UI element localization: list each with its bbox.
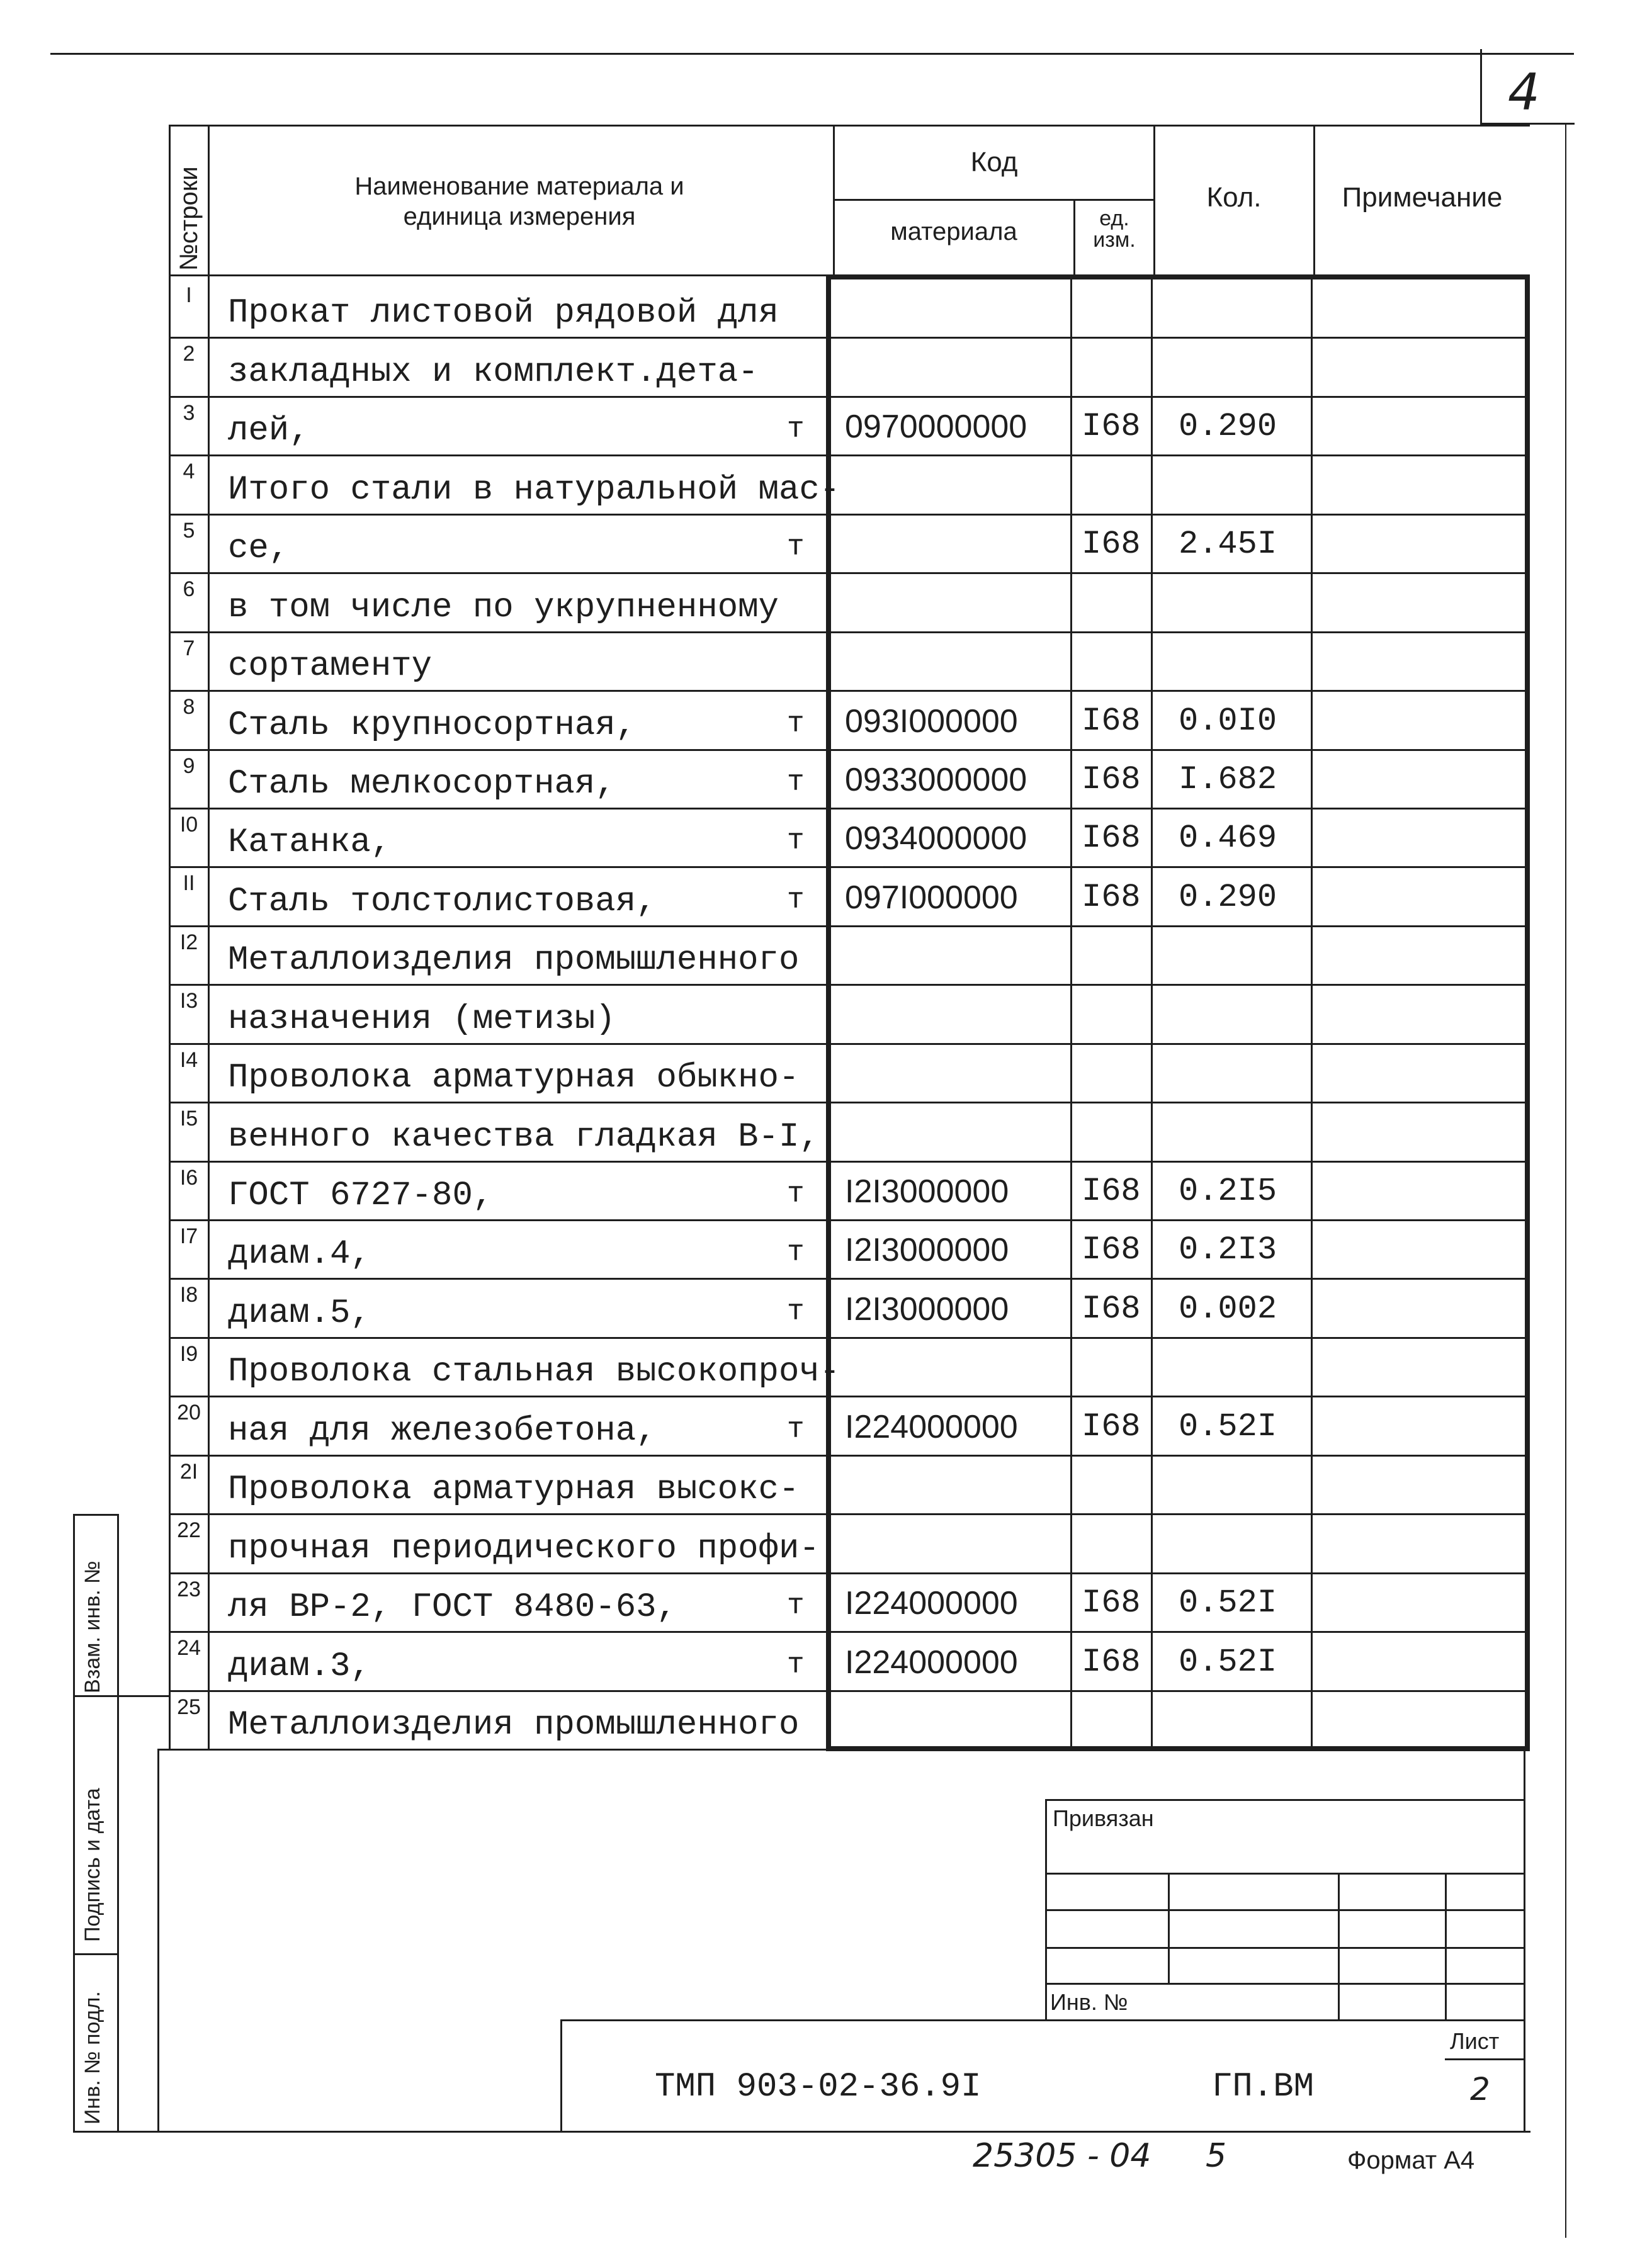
row-separator (169, 1161, 1530, 1163)
row-unit-code: I68 (1082, 1290, 1141, 1328)
row-number: 3 (183, 401, 195, 425)
stamp-sep2 (73, 1953, 118, 1955)
frame-right-lower (1524, 1749, 1525, 2133)
row-separator (169, 514, 1530, 516)
row-number: 25 (177, 1695, 201, 1719)
row-unit-code: I68 (1082, 1644, 1141, 1681)
qty-header: Кол. (1206, 182, 1262, 213)
row-name: в том числе по укрупненному (228, 589, 779, 627)
privyazan-label: Привязан (1053, 1805, 1154, 1831)
privyazan-col1 (1168, 1873, 1170, 1983)
privyazan-col3 (1445, 1873, 1447, 2021)
row-number: 2I (179, 1460, 198, 1484)
row-separator (169, 454, 1530, 456)
right-outer-line (1565, 123, 1566, 2238)
row-unit: т (787, 1178, 805, 1210)
row-number: 4 (183, 460, 195, 483)
row-number: 2 (183, 342, 195, 366)
privyazan-row3 (1045, 1947, 1525, 1949)
row-number: I8 (179, 1283, 198, 1307)
row-separator (169, 337, 1530, 339)
row-separator (169, 1572, 1530, 1574)
row-number: I0 (179, 813, 198, 837)
document-section: ГП.ВМ (1212, 2068, 1315, 2106)
row-number: I6 (179, 1166, 198, 1190)
stamp-outer-left (73, 1514, 75, 2131)
row-separator (169, 808, 1530, 810)
row-name: Катанка, (228, 823, 392, 862)
row-unit: т (787, 884, 805, 917)
privyazan-top (1045, 1799, 1525, 1801)
stamp-inner-line (117, 1514, 119, 2131)
row-number: I4 (179, 1048, 198, 1072)
row-quantity: 0.52I (1179, 1408, 1277, 1445)
row-material-code: 093I000000 (845, 703, 1018, 740)
row-separator (169, 1690, 1530, 1692)
row-unit-code: I68 (1082, 526, 1141, 563)
row-separator (169, 925, 1530, 927)
row-number: 5 (183, 519, 195, 543)
handwritten-sheet: 5 (1206, 2137, 1227, 2175)
sheet-number: 2 (1470, 2071, 1490, 2107)
row-separator (169, 1278, 1530, 1280)
row-quantity: I.682 (1179, 761, 1277, 798)
row-unit-code: I68 (1082, 408, 1141, 445)
sheet-label-line (1445, 2058, 1525, 2060)
row-separator (169, 1455, 1530, 1457)
row-number: I9 (179, 1342, 198, 1366)
document-designation: ТМП 903-02-36.9I (655, 2068, 982, 2106)
row-material-code: 0970000000 (845, 409, 1027, 445)
row-number: 24 (177, 1636, 201, 1660)
row-name: диам.3, (228, 1647, 371, 1686)
row-name: ГОСТ 6727-80, (228, 1176, 494, 1215)
row-number: I (186, 283, 192, 307)
table-bottom-line (157, 1749, 1530, 1751)
stamp-bottom (73, 2131, 1530, 2133)
row-separator (169, 572, 1530, 574)
row-quantity: 0.52I (1179, 1584, 1277, 1622)
row-number: 20 (177, 1401, 201, 1425)
qty-col-line-body (1151, 274, 1153, 1751)
row-name: Проволока стальная высокопроч- (228, 1353, 840, 1391)
note-header: Примечание (1342, 182, 1503, 213)
row-separator (169, 1102, 1530, 1103)
row-separator (169, 1043, 1530, 1045)
inv-no-label: Инв. № (1050, 1989, 1128, 2015)
row-number: 22 (177, 1518, 201, 1542)
unit-header-line2: изм. (1093, 228, 1136, 252)
row-name: венного качества гладкая В-I, (228, 1118, 820, 1156)
name-header-line1: Наименование материала и (354, 172, 684, 200)
row-quantity: 0.52I (1179, 1644, 1277, 1681)
row-unit-code: I68 (1082, 702, 1141, 740)
row-separator (169, 690, 1530, 692)
row-unit-code: I68 (1082, 820, 1141, 857)
row-quantity: 0.290 (1179, 879, 1277, 916)
row-name: Прокат листовой рядовой для (228, 294, 779, 332)
row-unit: т (787, 1649, 805, 1681)
row-separator (169, 1396, 1530, 1397)
code-header: Код (970, 147, 1018, 178)
frame-bottom-left (157, 1749, 159, 2133)
title-top-line (560, 2019, 1525, 2021)
row-number: I7 (179, 1224, 198, 1248)
stamp-inv-podl: Инв. № подл. (81, 1991, 105, 2124)
row-unit-code: I68 (1082, 761, 1141, 798)
row-number: 7 (183, 636, 195, 660)
row-name: Итого стали в натуральной мас- (228, 471, 840, 509)
row-quantity: 0.0I0 (1179, 702, 1277, 740)
stamp-top (73, 1514, 118, 1516)
row-name: Сталь крупносортная, (228, 706, 636, 745)
row-separator (169, 396, 1530, 398)
title-left-line (560, 2019, 562, 2133)
row-material-code: 0933000000 (845, 762, 1027, 798)
row-name: закладных и комплект.дета- (228, 353, 759, 392)
row-name: назначения (метизы) (228, 1000, 616, 1039)
row-material-code: I224000000 (845, 1409, 1018, 1445)
row-unit-code: I68 (1082, 1231, 1141, 1268)
row-unit: т (787, 1413, 805, 1446)
row-separator (169, 1631, 1530, 1633)
row-material-code: I224000000 (845, 1644, 1018, 1681)
row-separator (169, 984, 1530, 986)
row-unit-code: I68 (1082, 1408, 1141, 1445)
row-name: Сталь толстолистовая, (228, 883, 657, 921)
code-sub-line (833, 199, 1153, 201)
stamp-sep1 (73, 1695, 170, 1697)
corner-box-left (1480, 49, 1482, 125)
row-material-code: 097I000000 (845, 879, 1018, 916)
material-header: материала (890, 218, 1017, 245)
name-header (211, 171, 828, 232)
row-number: 9 (183, 754, 195, 778)
row-name: Проволока арматурная высокс- (228, 1470, 800, 1509)
row-name: ля ВР-2, ГОСТ 8480-63, (228, 1588, 677, 1627)
privyazan-row1 (1045, 1873, 1525, 1875)
row-name: сортаменту (228, 647, 433, 685)
row-unit: т (787, 766, 805, 799)
row-name: Сталь мелкосортная, (228, 765, 616, 803)
row-unit-code: I68 (1082, 1173, 1141, 1210)
row-number: 6 (183, 577, 195, 601)
row-separator (169, 866, 1530, 868)
data-block-border (826, 274, 1530, 1751)
row-name: лей, (228, 412, 310, 450)
sheet-corner-number: 4 (1508, 63, 1540, 121)
row-separator (169, 1513, 1530, 1515)
row-material-code: I2I3000000 (845, 1173, 1009, 1210)
privyazan-row2 (1045, 1909, 1525, 1911)
name-col-line (208, 125, 210, 1749)
row-number: 8 (183, 695, 195, 719)
row-unit-code: I68 (1082, 879, 1141, 916)
row-separator (169, 1337, 1530, 1339)
row-unit: т (787, 708, 805, 740)
row-name: Металлоизделия промышленного (228, 1706, 800, 1744)
unit-col-line-body (1070, 274, 1072, 1751)
row-unit: т (787, 531, 805, 563)
row-number-header: №строки (175, 166, 203, 271)
row-quantity: 0.002 (1179, 1290, 1277, 1328)
row-name: прочная периодического профи- (228, 1530, 820, 1568)
handwritten-code: 25305 - 04 (973, 2137, 1151, 2175)
table-left-line (169, 125, 171, 1749)
row-name: се, (228, 529, 290, 568)
name-header-line2: единица измерения (403, 203, 636, 230)
stamp-podpis-data: Подпись и дата (81, 1788, 105, 1942)
row-number: II (183, 871, 195, 895)
row-unit: т (787, 1236, 805, 1269)
stamp-vzam-inv: Взам. инв. № (81, 1560, 105, 1693)
top-border-line (50, 53, 1574, 55)
row-unit: т (787, 413, 805, 446)
row-unit-code: I68 (1082, 1584, 1141, 1622)
row-unit: т (787, 1295, 805, 1328)
unit-header-line1: ед. (1099, 206, 1129, 230)
row-material-code: I2I3000000 (845, 1291, 1009, 1328)
row-quantity: 0.2I5 (1179, 1173, 1277, 1210)
row-unit: т (787, 1589, 805, 1622)
row-quantity: 0.290 (1179, 408, 1277, 445)
row-name: Металлоизделия промышленного (228, 941, 800, 979)
row-number: 23 (177, 1577, 201, 1601)
row-name: Проволока арматурная обыкно- (228, 1059, 800, 1097)
row-name: диам.4, (228, 1235, 371, 1273)
row-quantity: 0.469 (1179, 820, 1277, 857)
row-separator (169, 631, 1530, 633)
privyazan-col2 (1338, 1873, 1340, 2021)
row-quantity: 0.2I3 (1179, 1231, 1277, 1268)
row-material-code: 0934000000 (845, 820, 1027, 857)
row-material-code: I224000000 (845, 1585, 1018, 1622)
format-label: Формат А4 (1347, 2147, 1475, 2174)
row-material-code: I2I3000000 (845, 1232, 1009, 1268)
unit-header (1075, 208, 1153, 251)
table-top-line (169, 125, 1530, 127)
note-col-line-body (1311, 274, 1313, 1751)
row-separator (169, 1219, 1530, 1221)
row-number: I5 (179, 1107, 198, 1131)
row-number: I3 (179, 989, 198, 1013)
row-separator (169, 749, 1530, 751)
row-quantity: 2.45I (1179, 526, 1277, 563)
row-unit: т (787, 825, 805, 857)
sheet-label: Лист (1450, 2028, 1500, 2054)
row-name: ная для железобетона, (228, 1412, 657, 1450)
row-number: I2 (179, 930, 198, 954)
row-name: диам.5, (228, 1294, 371, 1333)
privyazan-row4 (1045, 1983, 1525, 1985)
